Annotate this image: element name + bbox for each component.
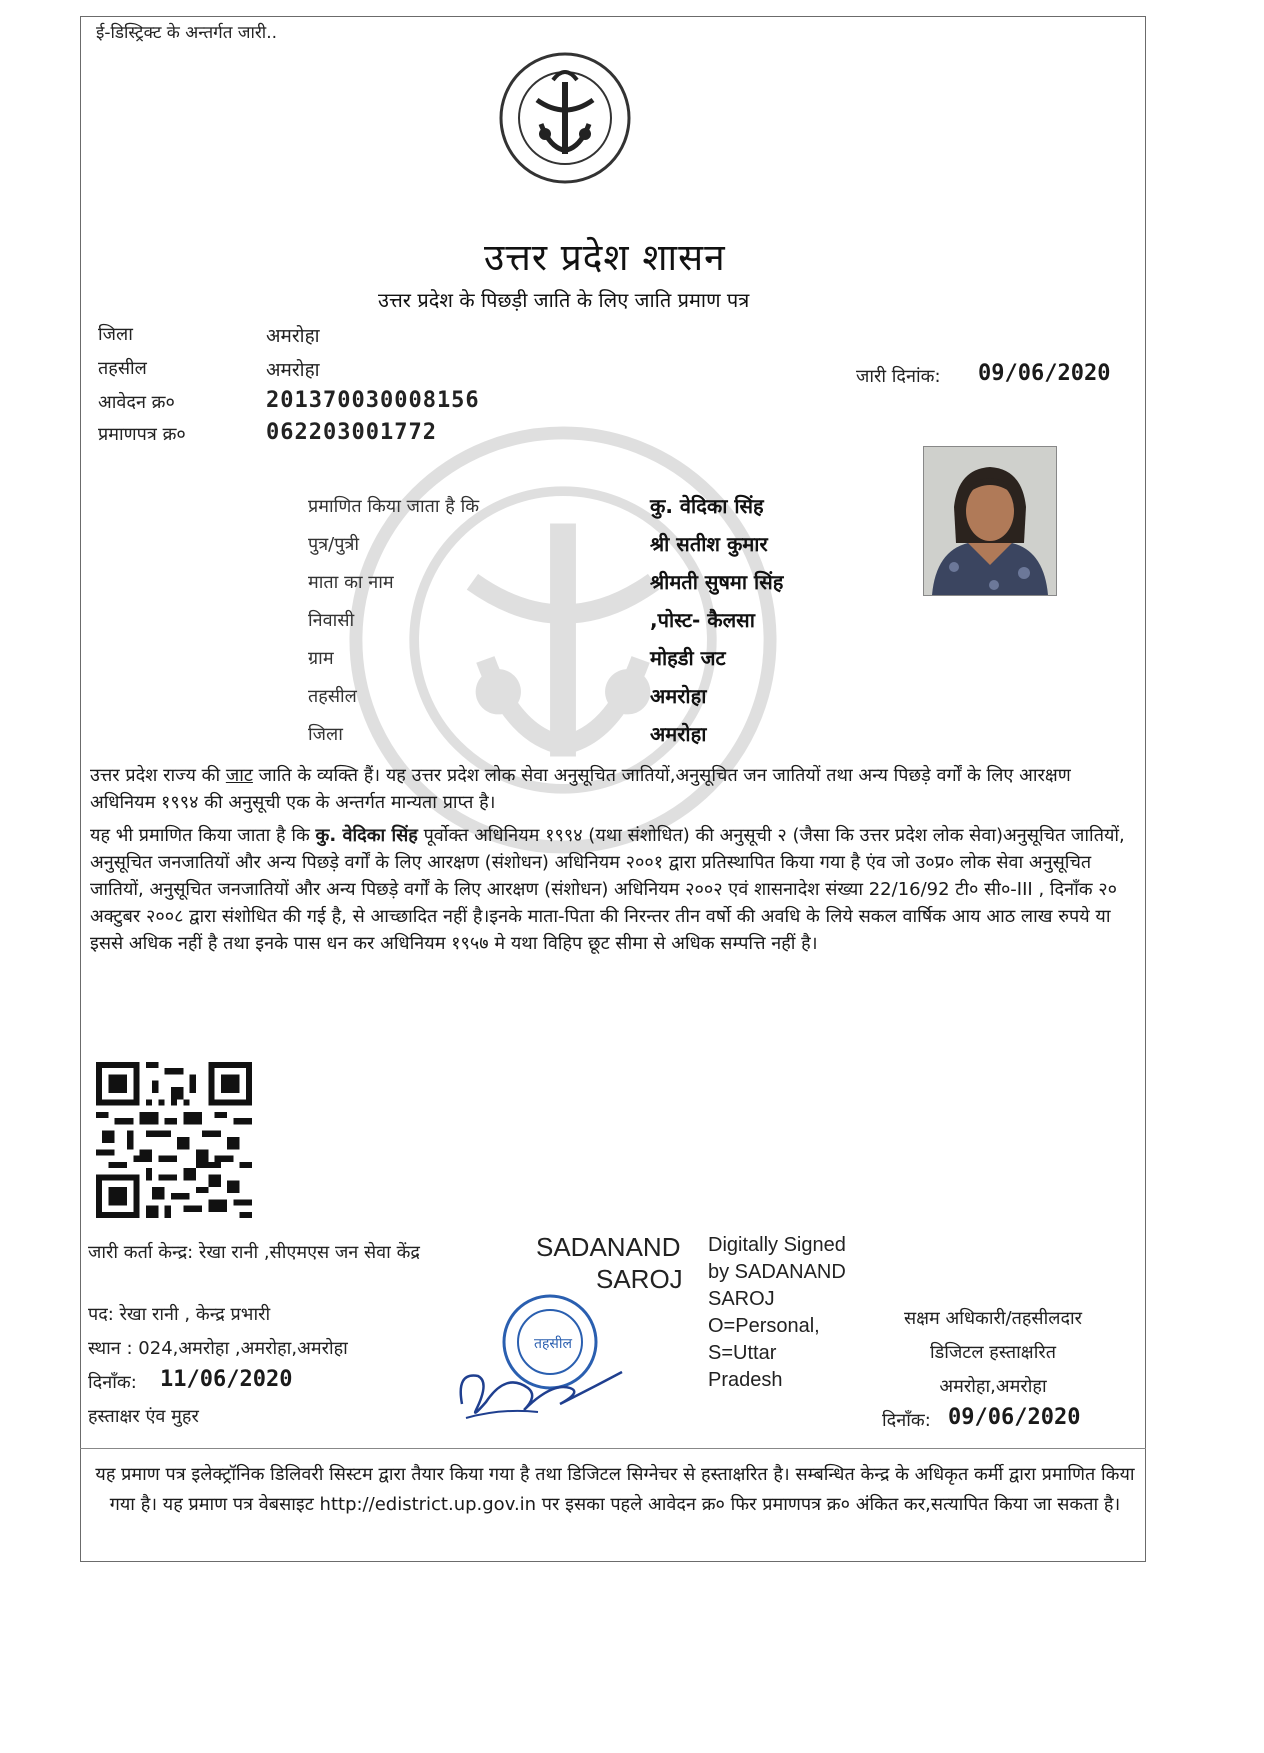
officer-designation: सक्षम अधिकारी/तहसीलदार [903,1308,1083,1329]
certificate-no-label: प्रमाणपत्र क्र० [98,424,186,445]
body-paragraph-2: यह भी प्रमाणित किया जाता है कि कु. वेदिका सिंह पूर्वोक्त अधिनियम १९९४ (यथा संशोधित) की अनुसूची २ (जैसा कि उत्तर प्रदेश लोक सेवा)अनुसूचित जातियों, अनुसूचित जनजातियों और अन्य पिछड़े वर्गों के लिए आरक्षण (संशोधन) अधिनियम २००१ द्वारा प्रतिस्थापित किया गया है एंव जो उ०प्र० लोक सेवा अनुसूचित जातियों, अनुसूचित जनजातियों और अन्य पिछड़े वर्गों के लिए आरक्षण (संशोधन) अधिनियम २००२ एवं शासनादेश संख्या 22/16/92 टी० सी०-III , दिनाँक २० अक्टुबर २००८ द्वारा संशोधित की गई है, से आच्छादित नहीं है।इनके माता-पिता की निरन्तर तीन वर्षो की अवधि के लिये सकल वार्षिक आय आठ लाख रुपये या इससे अधिक नहीं है तथा इनके पास धन कर अधिनियम १९५७ मे यथा विहिप छूट सीमा से अधिक सम्पत्ति नहीं है। [90,825,1125,954]
issue-date: 09/06/2020 [978,361,1111,386]
certify-value-4: मोहडी जट [650,646,726,670]
district-value: अमरोहा [266,325,320,347]
verification-qr-code [96,1062,252,1218]
certificate-no: 062203001772 [266,420,437,445]
applicant-name-inline: कु. वेदिका सिंह [315,825,418,846]
stamp-text: तहसील [534,1336,572,1352]
issuer-post: पद: रेखा रानी , केन्द्र प्रभारी [88,1304,271,1325]
issuer-sign-label: हस्ताक्षर एंव मुहर [88,1406,199,1427]
officer-digital-signed: डिजिटल हस्ताक्षरित [930,1342,1056,1363]
tehsil-value: अमरोहा [266,359,320,381]
issuer-date: 11/06/2020 [160,1367,293,1392]
certify-label-0: प्रमाणित किया जाता है कि [308,496,480,517]
document-subtitle: उत्तर प्रदेश के पिछड़ी जाति के लिए जाति प्रमाण पत्र [378,288,750,312]
certify-label-6: जिला [308,724,343,745]
issuer-date-label: दिनाँक: [88,1372,137,1393]
certify-value-0: कु. वेदिका सिंह [650,494,764,518]
issuer-center: जारी कर्ता केन्द्र: रेखा रानी ,सीएमएस जन सेवा केंद्र [88,1242,420,1263]
certify-value-1: श्री सतीश कुमार [650,532,768,556]
certify-label-4: ग्राम [308,648,334,669]
footer-note: यह प्रमाण पत्र इलेक्ट्रॉनिक डिलिवरी सिस्टम द्वारा तैयार किया गया है तथा डिजिटल सिग्नेचर से हस्ताक्षरित है। सम्बन्धित केन्द्र के अधिकृत कर्मी द्वारा प्रमाणित किया गया है। यह प्रमाण पत्र वेबसाइट http://edistrict.up.gov.in पर इसका पहले आवेदन क्र० फिर प्रमाणपत्र क्र० अंकित कर,सत्यापित किया जा सकता है। [95,1464,1135,1515]
certify-value-6: अमरोहा [650,722,707,746]
issue-date-label: जारी दिनांक: [856,366,941,387]
footer-divider [80,1448,1146,1449]
digital-signer-name-line2: SAROJ [596,1264,683,1294]
digital-signature-meta: Digitally Signed by SADANAND SAROJ O=Personal, S=Uttar Pradesh [708,1234,846,1391]
certify-label-3: निवासी [308,610,355,631]
certify-value-5: अमरोहा [650,684,707,708]
district-label: जिला [98,324,133,345]
certify-label-2: माता का नाम [308,572,394,593]
officer-date-label: दिनाँक: [882,1410,931,1431]
application-no-label: आवेदन क्र० [98,392,175,413]
certify-value-3: ,पोस्ट- कैलसा [650,608,755,632]
up-government-emblem [497,50,633,186]
certify-label-5: तहसील [308,686,357,707]
tehsil-label: तहसील [98,358,147,379]
officer-date: 09/06/2020 [948,1405,1081,1430]
caste-name: जाट [225,765,253,786]
certify-value-2: श्रीमती सुषमा सिंह [650,570,784,594]
application-no: 201370030008156 [266,388,480,413]
body-paragraph-1: उत्तर प्रदेश राज्य की जाट जाति के व्यक्ति हैं। यह उत्तर प्रदेश लोक सेवा अनुसूचित जातियों,अनुसूचित जन जातियों तथा अन्य पिछड़े वर्गों के लिए आरक्षण अधिनियम १९९४ की अनुसूची एक के अन्तर्गत मान्यता प्राप्त है। [90,765,1071,813]
applicant-photo [923,446,1057,596]
document-title: उत्तर प्रदेश शासन [484,236,726,279]
header-note: ई-डिस्ट्रिक्ट के अन्तर्गत जारी.. [96,23,278,43]
officer-location: अमरोहा,अमरोहा [939,1376,1047,1397]
certificate-body [90,762,1140,963]
digital-signer-name-line1: SADANAND [536,1232,681,1262]
certify-label-1: पुत्र/पुत्री [308,534,360,555]
issuer-place: स्थान : 024,अमरोहा ,अमरोहा,अमरोहा [88,1338,348,1359]
tehsil-stamp-and-signature [442,1292,634,1428]
